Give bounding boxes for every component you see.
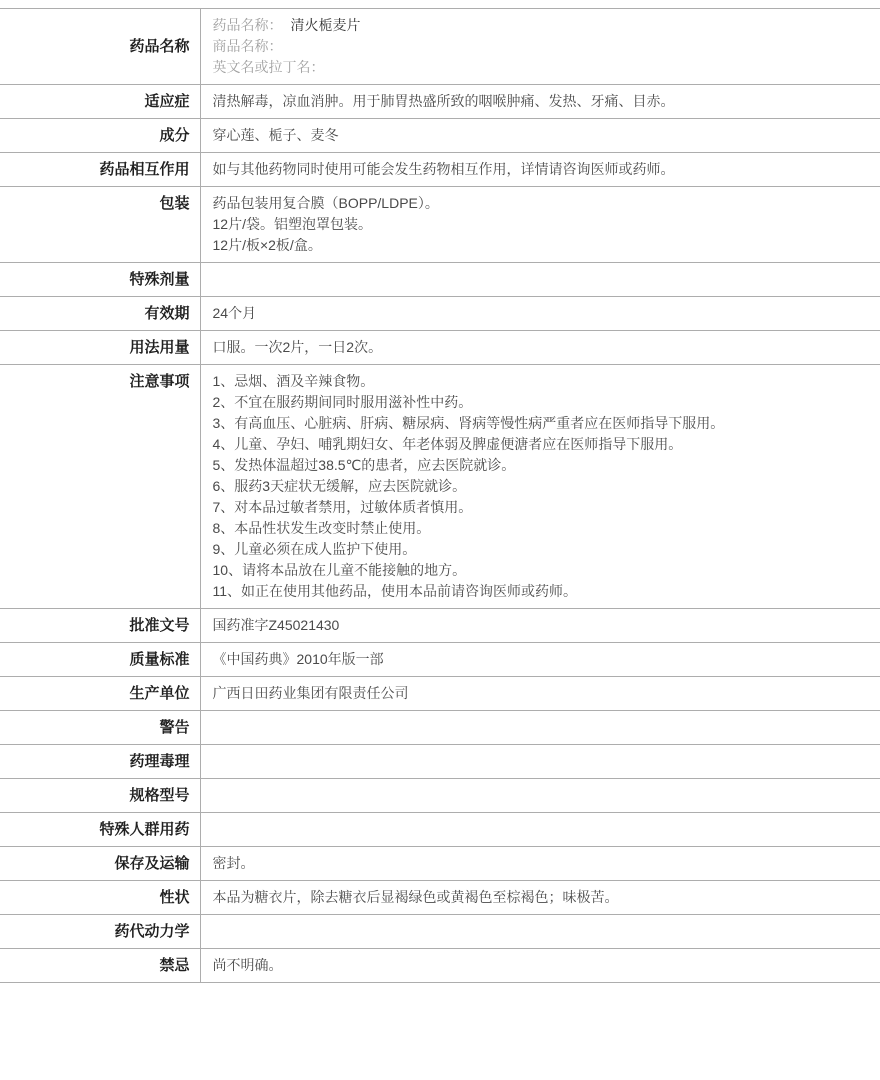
table-row [0, 745, 880, 779]
row-content [200, 365, 880, 609]
row-content [200, 187, 880, 263]
row-label: 特殊剂量 [0, 263, 200, 297]
table-row [0, 779, 880, 813]
table-row [0, 119, 880, 153]
content-line: 1、忌烟、酒及辛辣食物。 [212, 373, 375, 389]
row-label-drug-name: 药品名称 [0, 9, 200, 85]
row-label: 警告 [0, 711, 200, 745]
row-label: 特殊人群用药 [0, 813, 200, 847]
table-row [0, 331, 880, 365]
table-body [0, 9, 880, 983]
table-row [0, 85, 880, 119]
content-line: 国药准字Z45021430 [212, 617, 340, 633]
content-line: 11、如正在使用其他药品，使用本品前请咨询医师或药师。 [212, 583, 578, 599]
table-row [0, 711, 880, 745]
content-line: 24个月 [212, 305, 257, 321]
row-content [200, 847, 880, 881]
content-line: 密封。 [212, 855, 255, 871]
content-line [213, 57, 867, 78]
content-line: 3、有高血压、心脏病、肝病、糖尿病、肾病等慢性病严重者应在医师指导下服用。 [212, 415, 725, 431]
row-content [200, 263, 880, 297]
drug-info-table [0, 8, 880, 983]
field-key-latin-name: 英文名或拉丁名： [212, 59, 325, 75]
row-content-drug-name [200, 9, 880, 85]
row-label: 药品相互作用 [0, 153, 200, 187]
table-row [0, 949, 880, 983]
table-row [0, 297, 880, 331]
row-label: 适应症 [0, 85, 200, 119]
content-line: 药品包装用复合膜（BOPP/LDPE）。 [212, 195, 439, 211]
row-content [200, 331, 880, 365]
table-row [0, 365, 880, 609]
table-row [0, 915, 880, 949]
row-label: 性状 [0, 881, 200, 915]
row-content [200, 643, 880, 677]
content-line: 12片/袋。铝塑泡罩包装。 [212, 216, 372, 232]
row-label: 禁忌 [0, 949, 200, 983]
table-row-drug-name [0, 9, 880, 85]
table-row [0, 609, 880, 643]
content-line: 5、发热体温超过38.5℃的患者，应去医院就诊。 [212, 457, 516, 473]
content-line: 6、服药3天症状无缓解，应去医院就诊。 [212, 478, 467, 494]
table-row [0, 813, 880, 847]
row-label: 成分 [0, 119, 200, 153]
field-key-drug-name: 药品名称： [212, 17, 283, 33]
row-label: 药代动力学 [0, 915, 200, 949]
content-line: 《中国药典》2010年版一部 [212, 651, 384, 667]
table-row [0, 263, 880, 297]
row-content [200, 153, 880, 187]
row-content [200, 915, 880, 949]
row-content [200, 677, 880, 711]
row-label: 注意事项 [0, 365, 200, 609]
row-label: 保存及运输 [0, 847, 200, 881]
row-label: 包装 [0, 187, 200, 263]
content-line: 如与其他药物同时使用可能会发生药物相互作用，详情请咨询医师或药师。 [212, 161, 675, 177]
row-label: 有效期 [0, 297, 200, 331]
content-line: 广西日田药业集团有限责任公司 [212, 685, 409, 701]
content-line: 穿心莲、栀子、麦冬 [212, 127, 339, 143]
row-label: 质量标准 [0, 643, 200, 677]
content-line: 9、儿童必须在成人监护下使用。 [212, 541, 417, 557]
row-label: 批准文号 [0, 609, 200, 643]
content-line: 12片/板×2板/盒。 [212, 237, 322, 253]
row-content [200, 85, 880, 119]
row-content [200, 711, 880, 745]
row-content [200, 949, 880, 983]
row-label: 用法用量 [0, 331, 200, 365]
row-label: 生产单位 [0, 677, 200, 711]
content-line: 清热解毒，凉血消肿。用于肺胃热盛所致的咽喉肿痛、发热、牙痛、目赤。 [212, 93, 675, 109]
row-content [200, 881, 880, 915]
row-label: 规格型号 [0, 779, 200, 813]
row-content [200, 779, 880, 813]
row-content [200, 813, 880, 847]
content-line [213, 15, 867, 36]
field-key-trade-name: 商品名称： [212, 38, 283, 54]
row-content [200, 119, 880, 153]
content-line: 口服。一次2片，一日2次。 [212, 339, 383, 355]
table-row [0, 881, 880, 915]
content-line: 4、儿童、孕妇、哺乳期妇女、年老体弱及脾虚便溏者应在医师指导下服用。 [212, 436, 683, 452]
content-line: 7、对本品过敏者禁用，过敏体质者慎用。 [212, 499, 473, 515]
content-line: 本品为糖衣片，除去糖衣后显褐绿色或黄褐色至棕褐色；味极苦。 [212, 889, 619, 905]
row-content [200, 297, 880, 331]
field-value-drug-name: 清火栀麦片 [290, 17, 361, 33]
content-line: 2、不宜在服药期间同时服用滋补性中药。 [212, 394, 473, 410]
content-line: 8、本品性状发生改变时禁止使用。 [212, 520, 431, 536]
table-row [0, 677, 880, 711]
table-row [0, 847, 880, 881]
content-line: 尚不明确。 [212, 957, 283, 973]
table-row [0, 187, 880, 263]
content-line: 10、请将本品放在儿童不能接触的地方。 [212, 562, 467, 578]
row-content [200, 745, 880, 779]
content-line [213, 36, 867, 57]
table-row [0, 153, 880, 187]
row-content [200, 609, 880, 643]
row-label: 药理毒理 [0, 745, 200, 779]
table-row [0, 643, 880, 677]
